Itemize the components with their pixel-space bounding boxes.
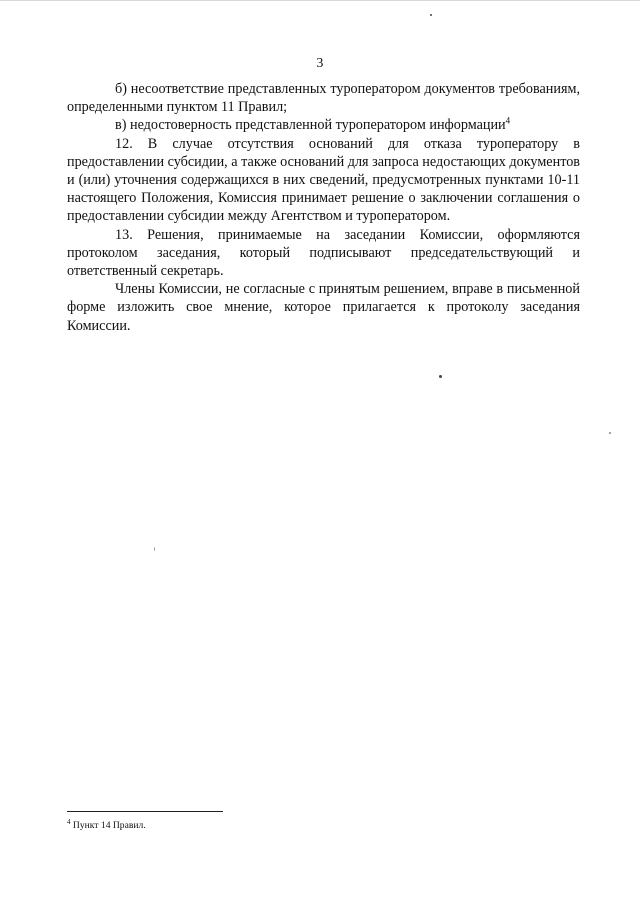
scan-speck (439, 375, 442, 378)
scan-speck (609, 432, 611, 434)
paragraph-members-text: Члены Комиссии, не согласные с принятым решением, вправе в письменной форме изложить свое мнение, которое прилагается к протоколу заседания Комиссии. (67, 281, 580, 334)
scan-edge-line (0, 0, 640, 1)
footnote-text: Пункт 14 Правил. (72, 820, 146, 831)
paragraph-v-text: в) недостоверность представленной туроператором информации (115, 117, 506, 134)
footnote-reference: 4 (505, 115, 511, 126)
paragraph-v (67, 116, 580, 134)
paragraph-12 (67, 135, 580, 226)
paragraph-13 (67, 226, 580, 281)
scan-speck (154, 547, 155, 551)
paragraph-members (67, 280, 580, 335)
footnote-separator (67, 811, 223, 812)
footnote (67, 817, 146, 832)
footnote-marker: 4 (67, 817, 71, 826)
paragraph-12-text: 12. В случае отсутствия оснований для отказа туроператору в предоставлении субсидии, а также оснований для запроса недостающих документов и (или) уточнения содержащихся в них сведений, предусмотренных пунктами 10-11 настоящего Положения, Комиссия принимает решение о заключении соглашения о предоставлении субсидии между Агентством и туроператором. (67, 135, 580, 225)
page-number: 3 (316, 56, 324, 71)
paragraph-b (67, 80, 580, 116)
paragraph-13-text: 13. Решения, принимаемые на заседании Комиссии, оформляются протоколом заседания, который подписывают председательствующий и ответственный секретарь. (67, 226, 580, 280)
paragraph-b-text: б) несоответствие представленных туроператором документов требованиям, определенными пунктом 11 Правил; (67, 81, 580, 116)
scan-speck (430, 14, 432, 16)
document-body (67, 80, 580, 335)
